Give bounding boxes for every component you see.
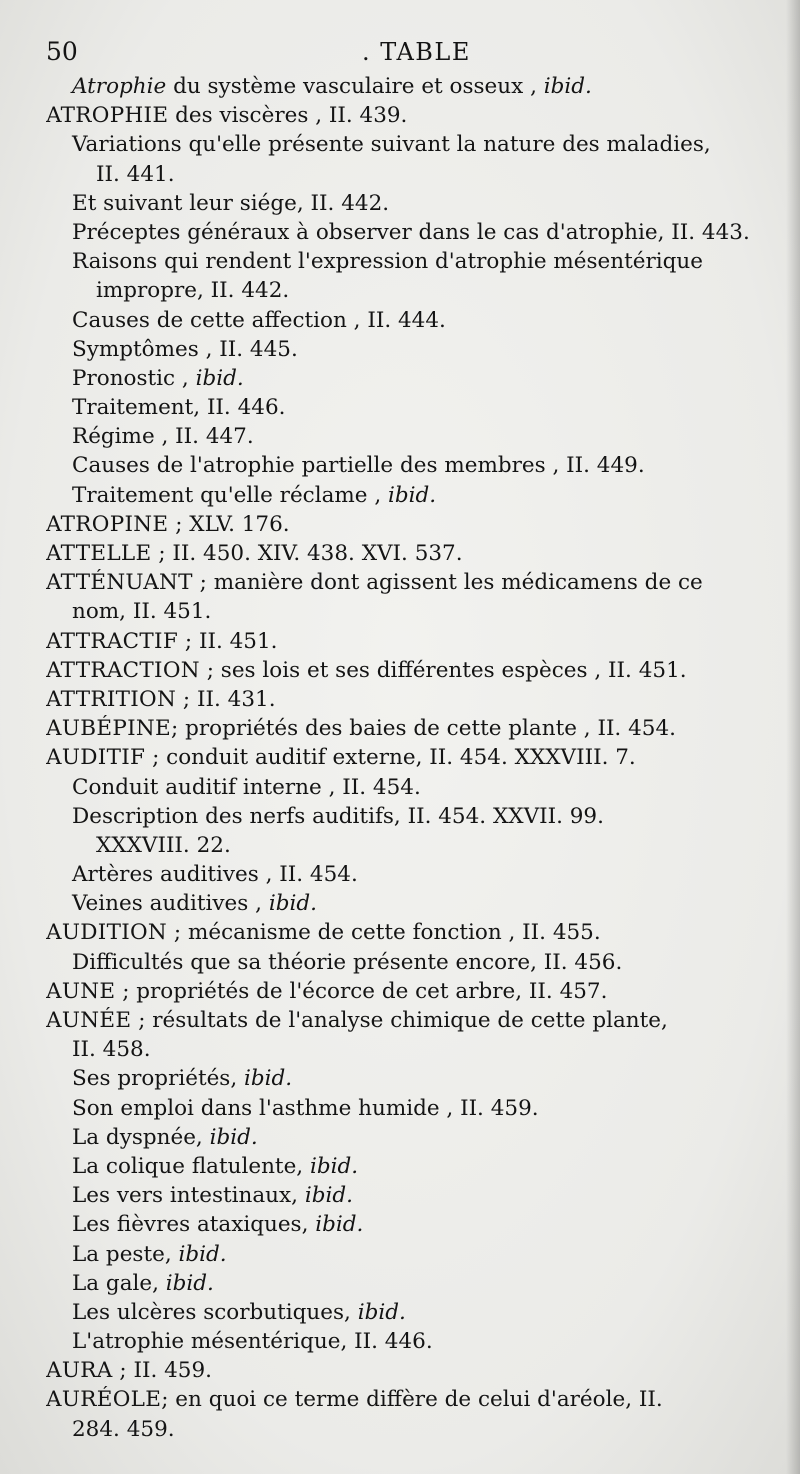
index-entry (46, 510, 766, 539)
index-subentry (46, 306, 766, 335)
index-entries (46, 72, 766, 1444)
entry-text: ; II. 459. (112, 1358, 212, 1384)
entry-headword: AUDITIF (46, 745, 146, 771)
entry-ibid: ibid. (165, 1270, 214, 1296)
entry-headword: AUDITION (46, 920, 168, 946)
index-subentry (46, 247, 766, 276)
entry-text: Les fièvres ataxiques, (72, 1212, 316, 1238)
entry-text: du système vasculaire et osseux , (166, 74, 544, 99)
entry-text: ; II. 431. (176, 686, 276, 712)
entry-text: L'atrophie mésentérique, II. 446. (72, 1329, 433, 1355)
index-entry (46, 714, 766, 743)
entry-headword: ATTRACTIF (46, 628, 179, 654)
entry-ibid: ibid. (268, 891, 317, 917)
index-subentry (46, 889, 766, 918)
index-subentry (46, 130, 766, 159)
entry-text: Régime , II. 447. (72, 424, 254, 450)
index-subentry (46, 802, 766, 831)
entry-text: Conduit auditif interne , II. 454. (72, 774, 421, 800)
entry-text: ; ses lois et ses différentes espèces , II. 451. (199, 657, 687, 683)
entry-ibid: ibid. (195, 365, 244, 391)
entry-text: ; II. 451. (178, 628, 278, 654)
index-entry (46, 1006, 766, 1035)
entry-text: ; conduit auditif externe, II. 454. XXXVIII. 7. (145, 745, 636, 771)
entry-text: La dyspnée, (72, 1124, 210, 1150)
index-subentry (46, 364, 766, 393)
index-subentry (46, 160, 766, 189)
entry-headword: AURÉOLE (46, 1387, 162, 1413)
entry-headword: ATTRACTION (46, 657, 200, 683)
entry-text: Traitement, II. 446. (72, 395, 286, 421)
entry-text: ; en quoi ce terme diffère de celui d'aréole, II. (161, 1387, 663, 1413)
entry-text: ; propriétés de l'écorce de cet arbre, II. 457. (115, 978, 608, 1004)
entry-text: Ses propriétés, (72, 1066, 245, 1092)
entry-text: ; XLV. 176. (168, 511, 290, 537)
entry-text: Causes de cette affection , II. 444. (72, 307, 446, 333)
index-subentry (46, 1240, 766, 1269)
index-subentry (46, 1152, 766, 1181)
index-subentry (46, 1035, 766, 1064)
index-subentry (46, 831, 766, 860)
entry-ibid: ibid. (357, 1299, 406, 1325)
index-entry (46, 627, 766, 656)
index-subentry (46, 1210, 766, 1239)
index-entry (46, 918, 766, 947)
entry-ibid: ibid. (209, 1124, 258, 1150)
entry-text: ; résultats de l'analyse chimique de cette plante, (131, 1008, 668, 1033)
entry-headword: AUBÉPINE (46, 716, 172, 742)
index-entry (46, 539, 766, 568)
index-entry (46, 656, 766, 685)
entry-headword: ATROPINE (46, 511, 169, 537)
entry-text: La colique flatulente, (72, 1153, 310, 1179)
index-subentry (46, 948, 766, 977)
index-subentry (46, 393, 766, 422)
entry-text: Les ulcères scorbutiques, (72, 1299, 358, 1325)
page-header (46, 36, 766, 70)
entry-ibid: ibid. (178, 1241, 227, 1267)
entry-ibid: ibid. (543, 74, 592, 99)
index-subentry (46, 1064, 766, 1093)
entry-headword: ATROPHIE (46, 103, 169, 129)
index-subentry (46, 481, 766, 510)
index-subentry (46, 1123, 766, 1152)
index-entry (46, 685, 766, 714)
entry-text: impropre, II. 442. (96, 278, 290, 304)
index-subentry (46, 72, 766, 101)
entry-text: II. 458. (72, 1037, 151, 1063)
index-entry (46, 743, 766, 772)
entry-headword: ATTRITION (46, 686, 177, 712)
entry-text: Raisons qui rendent l'expression d'atrophie mésentérique (72, 249, 703, 275)
entry-text: ; manière dont agissent les médicamens de ce (192, 570, 703, 596)
entry-headword: AUNÉE (46, 1008, 132, 1033)
entry-text: Les vers intestinaux, (72, 1183, 305, 1209)
entry-text: Artères auditives , II. 454. (72, 862, 358, 888)
entry-ibid: ibid. (304, 1183, 353, 1209)
entry-text: nom, II. 451. (72, 599, 212, 625)
index-subentry (46, 773, 766, 802)
index-entry (46, 977, 766, 1006)
index-subentry (46, 1269, 766, 1298)
index-entry (46, 1356, 766, 1385)
index-subentry (46, 189, 766, 218)
entry-text: XXXVIII. 22. (96, 832, 231, 858)
entry-text: Et suivant leur siége, II. 442. (72, 190, 390, 216)
entry-text: Symptômes , II. 445. (72, 336, 298, 362)
index-entry (46, 1385, 766, 1414)
entry-text: Son emploi dans l'asthme humide , II. 459. (72, 1095, 539, 1121)
entry-text: ; II. 450. XIV. 438. XVI. 537. (151, 541, 463, 566)
entry-text: II. 441. (96, 161, 175, 187)
index-subentry (46, 276, 766, 305)
index-subentry (46, 597, 766, 626)
entry-ibid: ibid. (244, 1066, 293, 1092)
entry-italic-head: Atrophie (72, 74, 167, 99)
entry-headword: ATTELLE (46, 541, 152, 566)
index-entry (46, 568, 766, 597)
entry-text: Variations qu'elle présente suivant la nature des maladies, (72, 132, 711, 158)
entry-text: Causes de l'atrophie partielle des membres , II. 449. (72, 453, 645, 479)
entry-ibid: ibid. (388, 482, 437, 508)
entry-text: Description des nerfs auditifs, II. 454. XXVII. 99. (72, 803, 604, 829)
entry-text: Veines auditives , (72, 891, 269, 917)
index-subentry (46, 860, 766, 889)
index-subentry (46, 1327, 766, 1356)
entry-text: 284. 459. (72, 1416, 175, 1442)
entry-text: des viscères , II. 439. (168, 103, 408, 129)
entry-text: Difficultés que sa théorie présente encore, II. 456. (72, 949, 623, 975)
entry-text: Préceptes généraux à observer dans le cas d'atrophie, II. 443. (72, 219, 750, 245)
entry-text: ; propriétés des baies de cette plante , II. 454. (171, 716, 676, 742)
index-subentry (46, 451, 766, 480)
entry-text: ; mécanisme de cette fonction , II. 455. (167, 920, 601, 946)
entry-headword: ATTÉNUANT (46, 570, 193, 596)
index-subentry (46, 1094, 766, 1123)
entry-headword: AUNE (46, 978, 116, 1004)
entry-headword: AURA (46, 1358, 113, 1384)
running-title: . TABLE (362, 38, 471, 66)
index-entry (46, 101, 766, 130)
page-gutter-shadow (786, 0, 800, 1474)
entry-text: Traitement qu'elle réclame , (72, 482, 389, 508)
entry-text: La peste, (72, 1241, 179, 1267)
index-subentry (46, 1298, 766, 1327)
index-subentry (46, 1415, 766, 1444)
index-subentry (46, 1181, 766, 1210)
index-subentry (46, 218, 766, 247)
entry-ibid: ibid. (309, 1153, 359, 1179)
entry-ibid: ibid. (315, 1212, 364, 1238)
index-subentry (46, 422, 766, 451)
index-subentry (46, 335, 766, 364)
entry-text: La gale, (72, 1270, 166, 1296)
page-number: 50 (46, 37, 78, 66)
entry-text: Pronostic , (72, 365, 196, 391)
